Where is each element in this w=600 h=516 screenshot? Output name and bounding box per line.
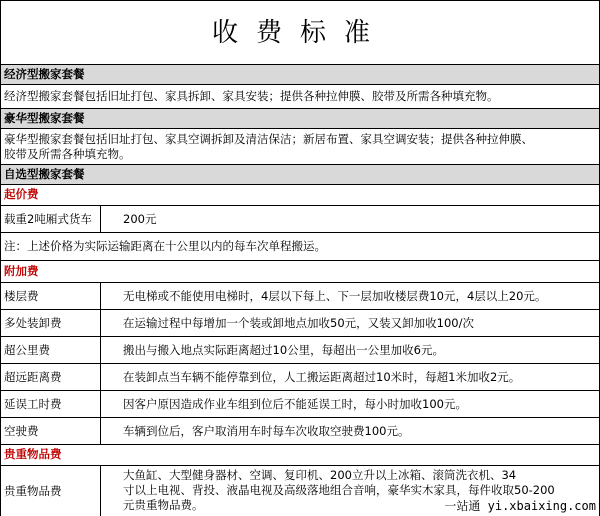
page-title: 收费标准 (0, 0, 600, 65)
surcharge-desc: 搬出与搬入地点实际距离超过10公里，每超出一公里加收6元。 (123, 342, 444, 357)
surcharge-row (0, 418, 600, 445)
surcharge-row (0, 283, 600, 310)
surcharge-desc: 在装卸点当车辆不能停靠到位，人工搬运距离超过10米时，每超1米加收2元。 (123, 369, 521, 384)
surcharge-desc: 无电梯或不能使用电梯时，4层以下每上、下一层加收楼层费10元，4层以上20元。 (123, 288, 547, 303)
surcharge-name: 延误工时费 (1, 391, 101, 417)
deluxe-desc (0, 129, 600, 165)
base-price-header: 起价费 (0, 185, 600, 206)
valuables-desc-line2: 寸以上电视、背投、液晶电视及高级落地组合音响，豪华实木家具，每件收取50-200 (123, 483, 555, 497)
deluxe-header: 豪华型搬家套餐 (0, 109, 600, 129)
deluxe-desc-line2: 胶带及所需各种填充物。 (4, 147, 131, 161)
surcharge-name: 超远距离费 (1, 364, 101, 390)
surcharge-row (0, 337, 600, 364)
base-price-value: 200元 (123, 211, 157, 226)
base-price-note: 注：上述价格为实际运输距离在十公里以内的每车次单程搬运。 (0, 233, 600, 261)
site-watermark: 一站通 yi.xbaixing.com (444, 499, 596, 513)
surcharge-desc: 车辆到位后，客户取消用车时每车次收取空驶费100元。 (123, 423, 410, 438)
valuables-desc-line1: 大鱼缸、大型健身器材、空调、复印机、200立升以上冰箱、滚筒洗衣机、34 (123, 468, 517, 482)
economy-desc: 经济型搬家套餐包括旧址打包、家具拆卸、家具安装；提供各种拉伸膜、胶带及所需各种填充物。 (0, 85, 600, 109)
valuables-name: 贵重物品费 (1, 466, 101, 516)
base-price-item: 载重2吨厢式货车 (1, 206, 101, 232)
deluxe-desc-line1: 豪华型搬家套餐包括旧址打包、家具空调拆卸及清洁保洁；新居布置、家具空调安装；提供各种拉伸膜、 (4, 132, 533, 146)
surcharge-name: 超公里费 (1, 337, 101, 363)
surcharge-desc: 因客户原因造成作业车组到位后不能延误工时，每小时加收100元。 (123, 396, 467, 411)
surcharge-desc: 在运输过程中每增加一个装或卸地点加收50元，又装又卸加收100/次 (123, 315, 474, 330)
surcharge-row (0, 310, 600, 337)
surcharge-name: 楼层费 (1, 283, 101, 309)
surcharge-name: 空驶费 (1, 418, 101, 444)
valuables-desc-line3: 元贵重物品费。 (123, 498, 204, 512)
base-price-row (0, 206, 600, 233)
surcharge-row (0, 391, 600, 418)
custom-header: 自选型搬家套餐 (0, 165, 600, 185)
economy-header: 经济型搬家套餐 (0, 65, 600, 85)
surcharge-name: 多处装卸费 (1, 310, 101, 336)
surcharge-header: 附加费 (0, 261, 600, 283)
surcharge-row (0, 364, 600, 391)
valuables-header: 贵重物品费 (0, 445, 600, 466)
